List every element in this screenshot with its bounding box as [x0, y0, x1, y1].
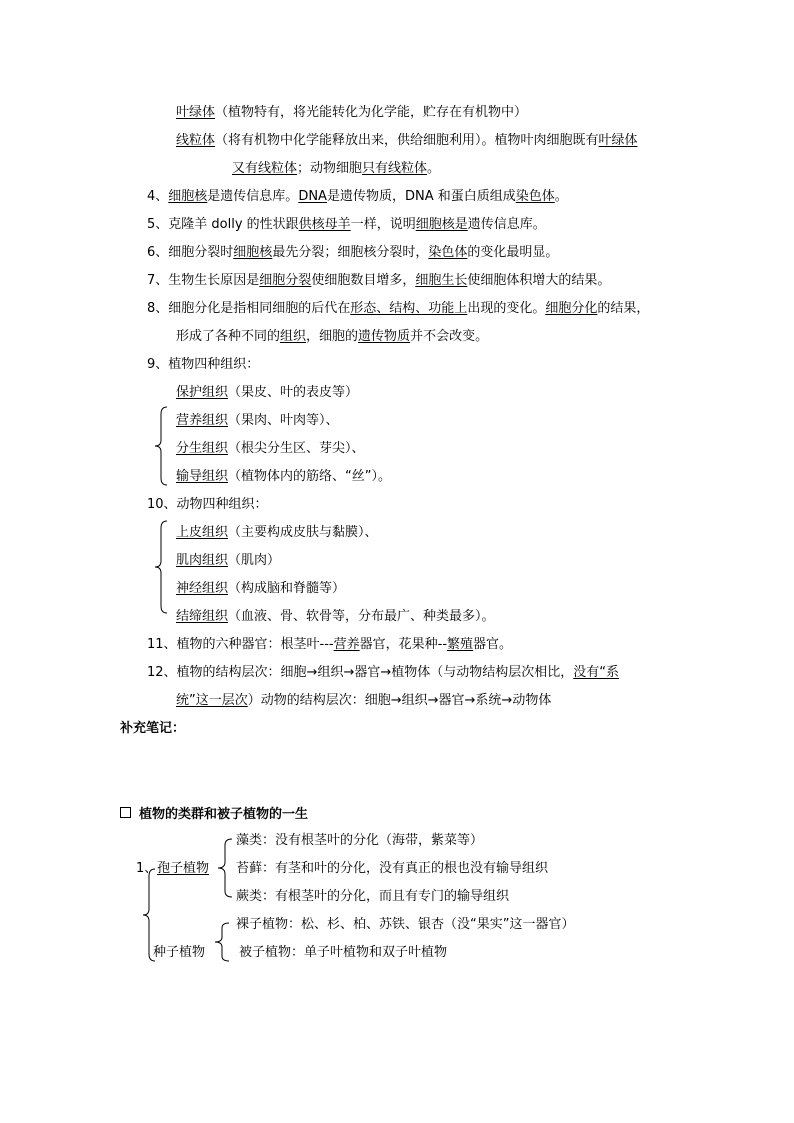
item-number: 6、 — [147, 245, 169, 260]
donor-ewe-term: 供核母羊 — [298, 217, 351, 232]
item-text: 克隆羊 dolly 的性状跟 — [168, 217, 299, 232]
reproduction-term: 繁殖 — [447, 637, 474, 652]
cell-differentiation-term: 细胞分化 — [545, 301, 598, 316]
shape-structure-function-term: 形态、结构、功能上 — [350, 301, 468, 316]
item-11 — [147, 638, 512, 651]
checkbox-square-icon — [120, 807, 131, 818]
tissue-desc: （根尖分生区、芽尖）、 — [228, 441, 365, 456]
tissue-desc: （肌肉） — [228, 553, 281, 568]
nutrition-term: 营养 — [333, 637, 360, 652]
nucleus-term: 细胞核 — [233, 245, 273, 260]
item-text: 形成了各种不同的 — [176, 329, 281, 344]
item-number: 9、 — [147, 357, 169, 372]
tissue-name: 分生组织 — [176, 441, 229, 456]
item-text: ，细胞的 — [306, 329, 359, 344]
item-text: 的结果， — [597, 301, 650, 316]
genetic-material-term: 遗传物质 — [358, 329, 411, 344]
item-text: 使细胞体积增大的结果。 — [467, 273, 611, 288]
system-level-term: 统”这一层次 — [176, 693, 248, 708]
item-10 — [147, 498, 268, 511]
seed-type-angiosperm: 被子植物：单子叶植物和双子叶植物 — [239, 945, 448, 960]
item-text: 遗传信息库。 — [467, 217, 546, 232]
item-8 — [147, 302, 649, 315]
item-number: 7、 — [147, 273, 169, 288]
item-12 — [147, 666, 619, 679]
spore-type-fern: 蕨类：有根茎叶的分化，而且有专门的输导组织 — [236, 889, 510, 904]
spore-plants-label: 孢子植物 — [157, 861, 210, 876]
item-5 — [147, 218, 546, 231]
animal-tissue-row — [176, 610, 495, 623]
item-4 — [147, 190, 568, 203]
item-text: 。 — [554, 189, 568, 204]
item-text: 的变化最明显。 — [467, 245, 559, 260]
item-text: 植物的六种器官：根茎叶--- — [176, 637, 334, 652]
section-title: 植物的类群和被子植物的一生 — [139, 807, 309, 822]
item-text: 使细胞数目增多， — [311, 273, 416, 288]
item-9 — [147, 358, 259, 371]
plant-tissue-row — [176, 470, 391, 483]
spore-type-algae: 藻类：没有根茎叶的分化（海带，紫菜等） — [236, 833, 484, 848]
animal-tissue-row — [176, 554, 280, 567]
only-mitochondria: 只有线粒体 — [362, 161, 428, 176]
nucleus-term: 细胞核 — [168, 189, 208, 204]
plant-tissue-row — [176, 386, 358, 399]
item-text: 细胞分裂时 — [168, 245, 234, 260]
supplement-notes-heading: 补充笔记： — [120, 721, 186, 736]
spore-plants-brace — [217, 838, 233, 898]
item-text: 植物的结构层次：细胞→组织→器官→植物体（与动物结构层次相比， — [176, 665, 574, 680]
item-text: 最先分裂；细胞核分裂时， — [272, 245, 429, 260]
nucleus-is-term: 细胞核是 — [415, 217, 468, 232]
item-8-cont — [176, 330, 488, 343]
seed-plants-label: 种子植物 — [153, 945, 206, 960]
item-text: 细胞分化是指相同细胞的后代在 — [168, 301, 351, 316]
mitochondria-line — [176, 134, 638, 147]
tissue-desc: （构成脑和脊髓等） — [228, 581, 346, 596]
tissue-name: 输导组织 — [176, 469, 229, 484]
period: 。 — [427, 161, 441, 176]
seed-type-gymnosperm: 裸子植物：松、杉、柏、苏铁、银杏（没“果实”这一器官） — [236, 917, 575, 932]
no-system-term: 没有“系 — [573, 665, 619, 680]
dna-term: DNA — [298, 189, 327, 204]
mitochondria-line-cont — [232, 162, 440, 175]
item-number: 4、 — [147, 189, 169, 204]
chloroplast-term: 叶绿体 — [176, 105, 216, 120]
animal-tissue-brace — [154, 520, 168, 614]
tissue-desc: （血液、骨、软骨等，分布最广、种类最多）。 — [228, 609, 495, 624]
chloroplast-line — [176, 106, 527, 119]
tissue-name: 结缔组织 — [176, 609, 229, 624]
mitochondria-term: 线粒体 — [176, 133, 216, 148]
tissue-desc: （果肉、叶肉等）、 — [228, 413, 339, 428]
tissue-desc: （主要构成皮肤与黏膜）、 — [228, 525, 378, 540]
item-title: 动物四种组织： — [176, 497, 268, 512]
spore-type-moss: 苔藓：有茎和叶的分化，没有真正的根也没有输导组织 — [236, 861, 549, 876]
tissue-name: 上皮组织 — [176, 525, 229, 540]
item-7 — [147, 274, 610, 287]
list-number: 1、 — [136, 861, 158, 876]
item-text: 器官。 — [473, 637, 513, 652]
tissue-desc: （植物体内的筋络、“丝”）。 — [228, 469, 391, 484]
item-text: 一样，说明 — [350, 217, 416, 232]
animal-cell-text: ；动物细胞 — [297, 161, 363, 176]
item-12-cont — [176, 694, 551, 707]
item-text: 是遗传物质，DNA 和蛋白质组成 — [326, 189, 516, 204]
animal-tissue-row — [176, 526, 378, 539]
item-text: 并不会改变。 — [410, 329, 489, 344]
chloroplast-desc: （植物特有，将光能转化为化学能，贮存在有机物中） — [215, 105, 528, 120]
mitochondria-desc: （将有机物中化学能释放出来，供给细胞利用）。植物叶肉细胞既有 — [215, 133, 599, 148]
section-heading — [120, 807, 308, 821]
tissue-term: 组织 — [280, 329, 307, 344]
item-number: 11、 — [147, 637, 177, 652]
chromosome-term: 染色体 — [428, 245, 468, 260]
plant-tissue-brace — [154, 406, 168, 486]
item-number: 8、 — [147, 301, 169, 316]
item-title: 植物四种组织： — [168, 357, 260, 372]
plant-tissue-row — [176, 414, 339, 427]
item-number: 5、 — [147, 217, 169, 232]
item-text: 是遗传信息库。 — [207, 189, 299, 204]
item-text: ）动物的结构层次：细胞→组织→器官→系统→动物体 — [247, 693, 552, 708]
item-text: 生物生长原因是 — [168, 273, 260, 288]
chloroplast-term-2: 叶绿体 — [598, 133, 638, 148]
chromosome-term: 染色体 — [515, 189, 555, 204]
cell-growth-term: 细胞生长 — [415, 273, 468, 288]
plant-tissue-row — [176, 442, 365, 455]
cell-division-term: 细胞分裂 — [259, 273, 312, 288]
tissue-name: 营养组织 — [176, 413, 229, 428]
item-text: 出现的变化。 — [467, 301, 546, 316]
item-6 — [147, 246, 558, 259]
tissue-name: 保护组织 — [176, 385, 229, 400]
tissue-name: 神经组织 — [176, 581, 229, 596]
item-number: 10、 — [147, 497, 177, 512]
animal-tissue-row — [176, 582, 345, 595]
tissue-name: 肌肉组织 — [176, 553, 229, 568]
item-number: 12、 — [147, 665, 177, 680]
seed-plants-brace — [214, 922, 230, 962]
both-organelles: 又有线粒体 — [232, 161, 298, 176]
tissue-desc: （果皮、叶的表皮等） — [228, 385, 359, 400]
item-text: 器官，花果种-- — [359, 637, 448, 652]
